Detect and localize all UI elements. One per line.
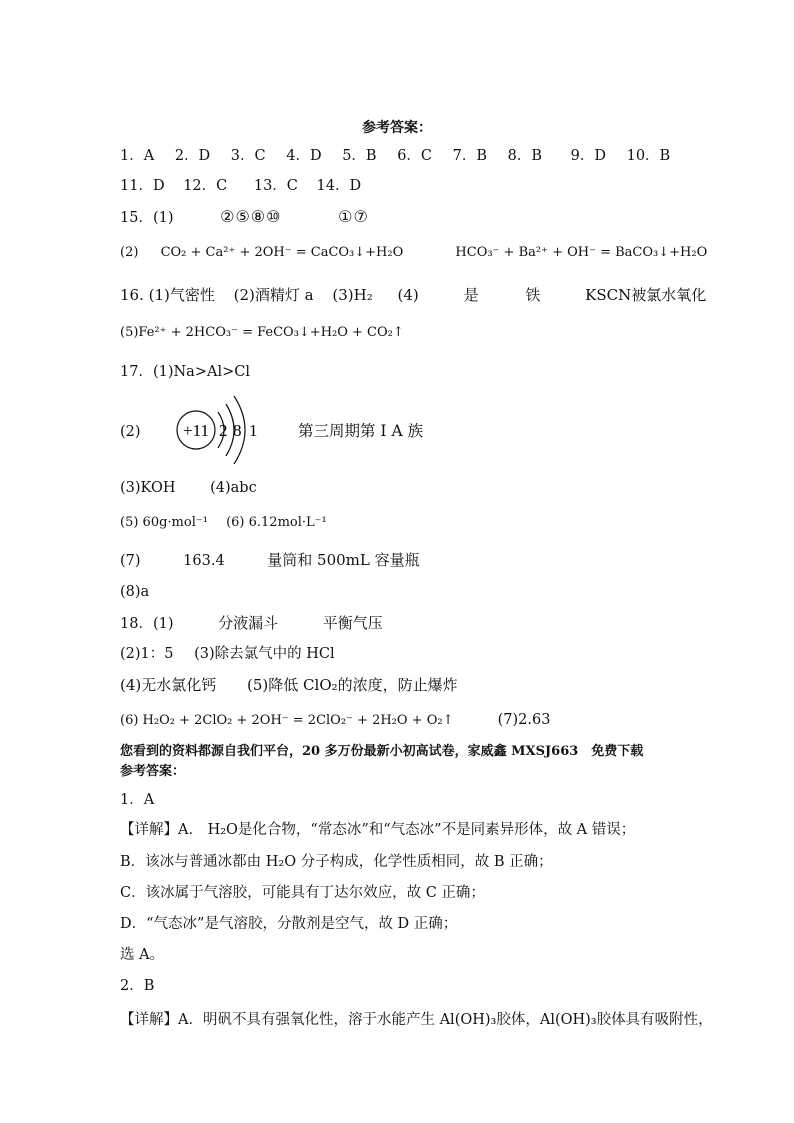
detail-answer-2: 2．B [120, 978, 155, 994]
q17-6: (6) 6.12mol·L⁻¹ [226, 515, 327, 530]
mc-answer: 1．A [120, 148, 155, 164]
detail-line-4: D．“气态冰”是气溶胶，分散剂是空气，故 D 正确； [120, 916, 458, 932]
answer-title-2: 参考答案： [120, 764, 186, 779]
detail-line-5: 选 A。 [120, 947, 165, 963]
q18-1a: 分液漏斗 [218, 614, 279, 632]
detail-line-1: 【详解】A． H₂O是化合物，“常态冰”和“气态冰”不是同素异形体，故 A 错误； [120, 822, 636, 838]
q18-1b: 平衡气压 [322, 614, 383, 632]
mc-answer: 14．D [316, 178, 362, 194]
q17-5: (5) 60g·mol⁻¹ [120, 515, 208, 530]
q16-d: (4) [397, 286, 419, 304]
q18-7: (7)2.63 [497, 712, 551, 728]
q15-p2-label: (2) [120, 245, 139, 260]
mc-answer: 12．C [183, 178, 228, 194]
mc-answer: 2．D [174, 148, 211, 164]
q17-line-1: 17．(1)Na>Al>Cl [120, 364, 250, 380]
shell-electrons-2: 8 [233, 421, 242, 440]
mc-answer: 8．B [507, 148, 543, 164]
answer-title: 参考答案： [362, 120, 432, 136]
detail-line-3: C．该冰属于气溶胶，可能具有丁达尔效应，故 C 正确； [120, 885, 485, 901]
q16-e: 是 [463, 286, 479, 304]
q15-answer-1: ②⑤⑧⑩ [220, 207, 282, 226]
mc-answer: 7．B [452, 148, 488, 164]
q15-equation-1: CO₂ + Ca²⁺ + 2OH⁻ = CaCO₃↓+H₂O [160, 245, 404, 260]
mc-answer: 5．B [342, 148, 377, 164]
q18-4: (4)无水氯化钙 [120, 676, 217, 694]
q18-5: (5)降低 ClO₂的浓度，防止爆炸 [247, 676, 458, 694]
q17-period-group: 第三周期第 I A 族 [298, 422, 424, 440]
q18-6: (6) H₂O₂ + 2ClO₂ + 2OH⁻ = 2ClO₂⁻ + 2H₂O + O₂↑ [120, 713, 454, 728]
q15-answer-2: ①⑦ [338, 207, 369, 226]
q17-line-3 [120, 478, 257, 498]
q16-b: (2)酒精灯 a [233, 286, 314, 304]
q15-part2 [120, 243, 707, 263]
q18-label: 18．(1) [120, 616, 174, 632]
q18-3: (3)除去氯气中的 HCl [194, 646, 335, 662]
q17-7-value: 163.4 [183, 553, 225, 569]
q17-line-5 [120, 513, 327, 533]
q16-a: 16. (1)气密性 [120, 286, 215, 304]
q16-f: 铁 [525, 286, 541, 304]
mc-row-2 [120, 176, 361, 196]
mc-answer: 3．C [230, 148, 266, 164]
q15-equation-2: HCO₃⁻ + Ba²⁺ + OH⁻ = BaCO₃↓+H₂O [455, 245, 708, 260]
q18-line-1 [120, 613, 383, 634]
q15-label: 15．(1) [120, 210, 174, 226]
detail-line-2: B．该冰与普通冰都由 H₂O 分子构成，化学性质相同，故 B 正确； [120, 854, 553, 870]
nucleus-charge: +11 [183, 421, 209, 440]
q18-2: (2)1：5 [120, 646, 174, 662]
mc-answer: 9．D [570, 148, 606, 164]
q16-line-2: (5)Fe²⁺ + 2HCO₃⁻ = FeCO₃↓+H₂O + CO₂↑ [120, 325, 404, 340]
detail-answer-1: 1．A [120, 792, 155, 808]
q16-c: (3)H₂ [332, 286, 373, 304]
q18-line-6 [120, 710, 550, 731]
shell-electrons-1: 2 [219, 421, 228, 440]
q17-p2-label: (2) [120, 424, 141, 440]
q16-line-1 [120, 285, 706, 305]
sodium-atom-structure-diagram [170, 392, 280, 468]
q15-part1 [120, 207, 369, 228]
q17-7-tools: 量筒和 500mL 容量瓶 [267, 551, 420, 569]
q17-line-8: (8)a [120, 584, 150, 600]
mc-answer: 6．C [397, 148, 433, 164]
mc-answer: 13．C [253, 178, 298, 194]
q17-3: (3)KOH [120, 480, 176, 496]
mc-answer: 11．D [120, 178, 165, 194]
q18-line-4 [120, 675, 458, 695]
q17-7-label: (7) [120, 553, 141, 569]
mc-answer: 4．D [286, 148, 322, 164]
shell-electrons-3: 1 [249, 421, 258, 440]
q17-line-7 [120, 550, 420, 571]
q16-g: KSCN被氯水氧化 [585, 286, 707, 304]
advertisement-line: 您看到的资料都源自我们平台，20 多万份最新小初高试卷，家威鑫 MXSJ663 免费下载 [120, 744, 644, 759]
detail-line-6: 【详解】A．明矾不具有强氧化性，溶于水能产生 Al(OH)₃胶体，Al(OH)₃胶体具有吸附性， [120, 1012, 713, 1028]
q17-4: (4)abc [210, 480, 257, 496]
mc-row-1 [120, 146, 670, 166]
mc-answer: 10．B [626, 148, 671, 164]
q18-line-2 [120, 644, 335, 664]
